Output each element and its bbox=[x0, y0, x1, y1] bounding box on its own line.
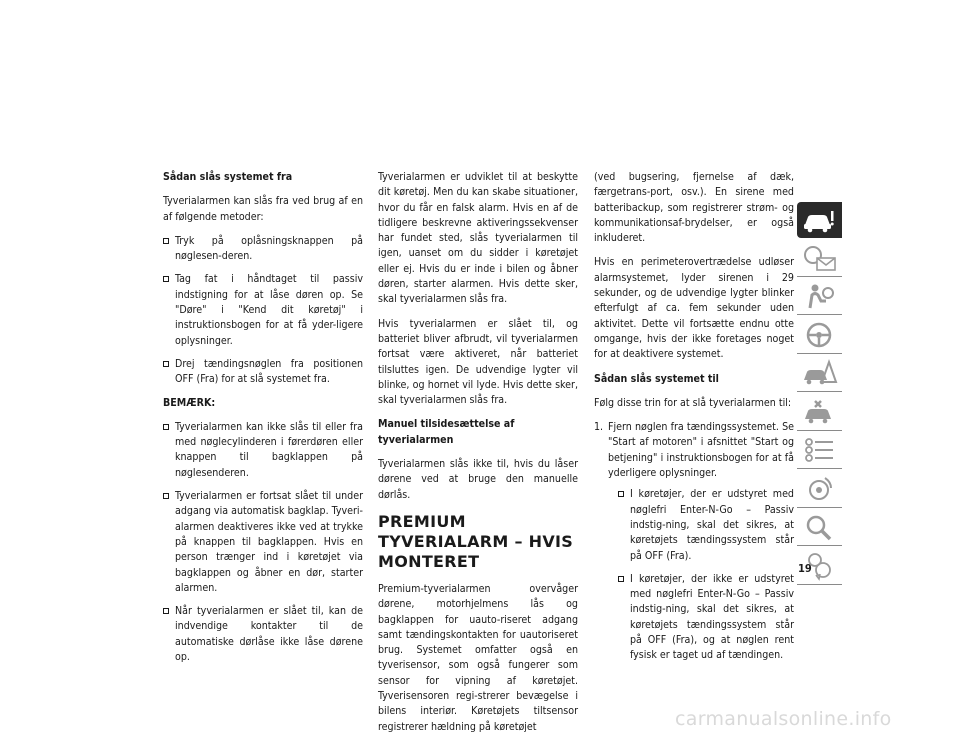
tab-search-index[interactable] bbox=[797, 509, 842, 546]
section-heading-arm: Sådan slås systemet til bbox=[594, 372, 719, 385]
note-label: BEMÆRK: bbox=[163, 396, 216, 409]
paragraph: Tyverialarmen kan slås fra ved brug af en af følgende metoder: bbox=[163, 195, 363, 223]
paragraph: Hvis en perimeterovertrædelse udløser alarmsystemet, lyder sirenen i 29 sekunder, og de udvendige lygter blinker efterfulgt af ca. fem sekunder uden aktivitet. Dette vil fortsætte endnu otte omgange, hvis der ikke foretages noget for at deaktivere systemet. bbox=[594, 256, 794, 361]
page-number: 19 bbox=[798, 562, 812, 575]
tab-car-info[interactable] bbox=[797, 202, 842, 238]
bullet-list bbox=[163, 234, 363, 388]
paragraph: (ved bugsering, fjernelse af dæk, færgetrans-port, osv.). En sirene med batteribackup, som registrerer strøm- og kommunikationsaf-brydelser, er også inkluderet. bbox=[594, 171, 794, 245]
list-item: Drej tændingsnøglen fra positionen OFF (Fra) for at slå systemet fra. bbox=[163, 357, 363, 388]
note-bullet-list bbox=[163, 420, 363, 665]
search-index-icon bbox=[801, 512, 839, 542]
specifications-icon bbox=[801, 435, 839, 465]
list-item: I køretøjer, der ikke er udstyret med nøglefri Enter-N-Go – Passiv indstig-ning, skal det sikres, at køretøjets tændingssystem står på OFF (Fra), og at nøglen rent fysisk er taget ud af tændingen. bbox=[618, 572, 794, 664]
chapter-tabs bbox=[797, 202, 842, 586]
section-heading-disarm: Sådan slås systemet fra bbox=[163, 171, 293, 183]
tab-airbag-safety[interactable] bbox=[797, 278, 842, 315]
watermark: carmanualsonline.info bbox=[675, 708, 892, 730]
tab-service[interactable] bbox=[797, 394, 842, 431]
list-item bbox=[594, 420, 794, 663]
list-item: I køretøjer, der er udstyret med nøglefri Enter-N-Go – Passiv indstig-ning, skal det sikres, at køretøjets tændingssystem står på OFF (Fra). bbox=[618, 487, 794, 563]
column-3 bbox=[594, 170, 794, 672]
step-number: 1. bbox=[594, 421, 604, 434]
service-icon bbox=[801, 397, 839, 427]
paragraph: Hvis tyverialarmen er slået til, og batteriet bliver afbrudt, vil tyverialarmen fortsat være aktiveret, når batteriet tilsluttes igen. De udvendige lygter vil blinke, og hornet vil lyde. Hvis dette sker, skal tyverialarmen slås fra. bbox=[378, 317, 578, 407]
column-2 bbox=[378, 170, 578, 744]
paragraph: Premium-tyverialarmen overvåger dørene, motorhjelmens lås og bagklappen for uauto-riseret adgang samt tændingskontakten for uautoriseret brug. Systemet omfatter også en tyverisensor, som også fungerer som sensor for vipning af køretøjet. Tyverisensoren regi-strerer bevægelse i bilens interiør. Køretøjets tiltsensor registrerer hældning på køretøjet bbox=[378, 582, 578, 733]
airbag-safety-icon bbox=[801, 281, 839, 311]
column-1 bbox=[163, 170, 363, 673]
steering-wheel-icon bbox=[801, 320, 839, 350]
list-item: Tyverialarmen kan ikke slås til eller fra med nøglecylinderen i førerdøren eller knappen til bagklappen på nøglesenderen. bbox=[163, 420, 363, 481]
list-item: Tag fat i håndtaget til passiv indstigning for at låse døren op. Se "Døre" i "Kend dit køretøj" i instruktionsbogen for at få yder-ligere oplysninger. bbox=[163, 272, 363, 348]
sub-bullet-list bbox=[618, 487, 794, 663]
tab-breakdown[interactable] bbox=[797, 355, 842, 392]
warning-lights-icon bbox=[801, 243, 839, 273]
tab-warning-lights[interactable] bbox=[797, 240, 842, 277]
multimedia-icon bbox=[801, 474, 839, 504]
list-item: Tryk på oplåsningsknappen på nøglesen-deren. bbox=[163, 234, 363, 265]
list-item: Når tyverialarmen er slået til, kan de indvendige kontakter til de automatiske dørlåse ikke låse dørene op. bbox=[163, 604, 363, 665]
tab-multimedia[interactable] bbox=[797, 471, 842, 508]
breakdown-icon bbox=[801, 358, 839, 388]
paragraph: Følg disse trin for at slå tyverialarmen til: bbox=[594, 396, 792, 409]
chapter-heading-premium-alarm: PREMIUM TYVERIALARM – HVIS MONTERET bbox=[378, 511, 574, 571]
step-text: Fjern nøglen fra tændingssystemet. Se "Start af motoren" i afsnittet "Start og betjening" i instruktionsbogen for at få yderligere oplysninger. bbox=[608, 421, 794, 480]
numbered-list bbox=[594, 420, 794, 663]
paragraph: Tyverialarmen slås ikke til, hvis du låser dørene ved at bruge den manuelle dørlås. bbox=[378, 458, 578, 501]
section-heading-manual-override: Manuel tilsidesættelse af tyverialarmen bbox=[378, 418, 515, 446]
tab-steering[interactable] bbox=[797, 317, 842, 354]
list-item: Tyverialarmen er fortsat slået til under adgang via automatisk bagklap. Tyveri-alarmen deaktiveres ikke ved at trykke på knappen til bagklappen. Hvis en person trænger ind i køretøjet via bagklappen og åbner en dør, starter alarmen. bbox=[163, 489, 363, 596]
tab-specifications[interactable] bbox=[797, 432, 842, 469]
car-info-icon bbox=[801, 205, 839, 235]
paragraph: Tyverialarmen er udviklet til at beskytte dit køretøj. Men du kan skabe situationer, hvor du får en falsk alarm. Hvis en af de tidligere beskrevne aktiveringssekvenser har fundet sted, slås tyverialarmen til igen, uanset om du sidder i køretøjet eller ej. Hvis du er inde i bilen og åbner døren, starter alarmen. Hvis dette sker, skal tyverialarmen slås fra. bbox=[378, 171, 578, 306]
